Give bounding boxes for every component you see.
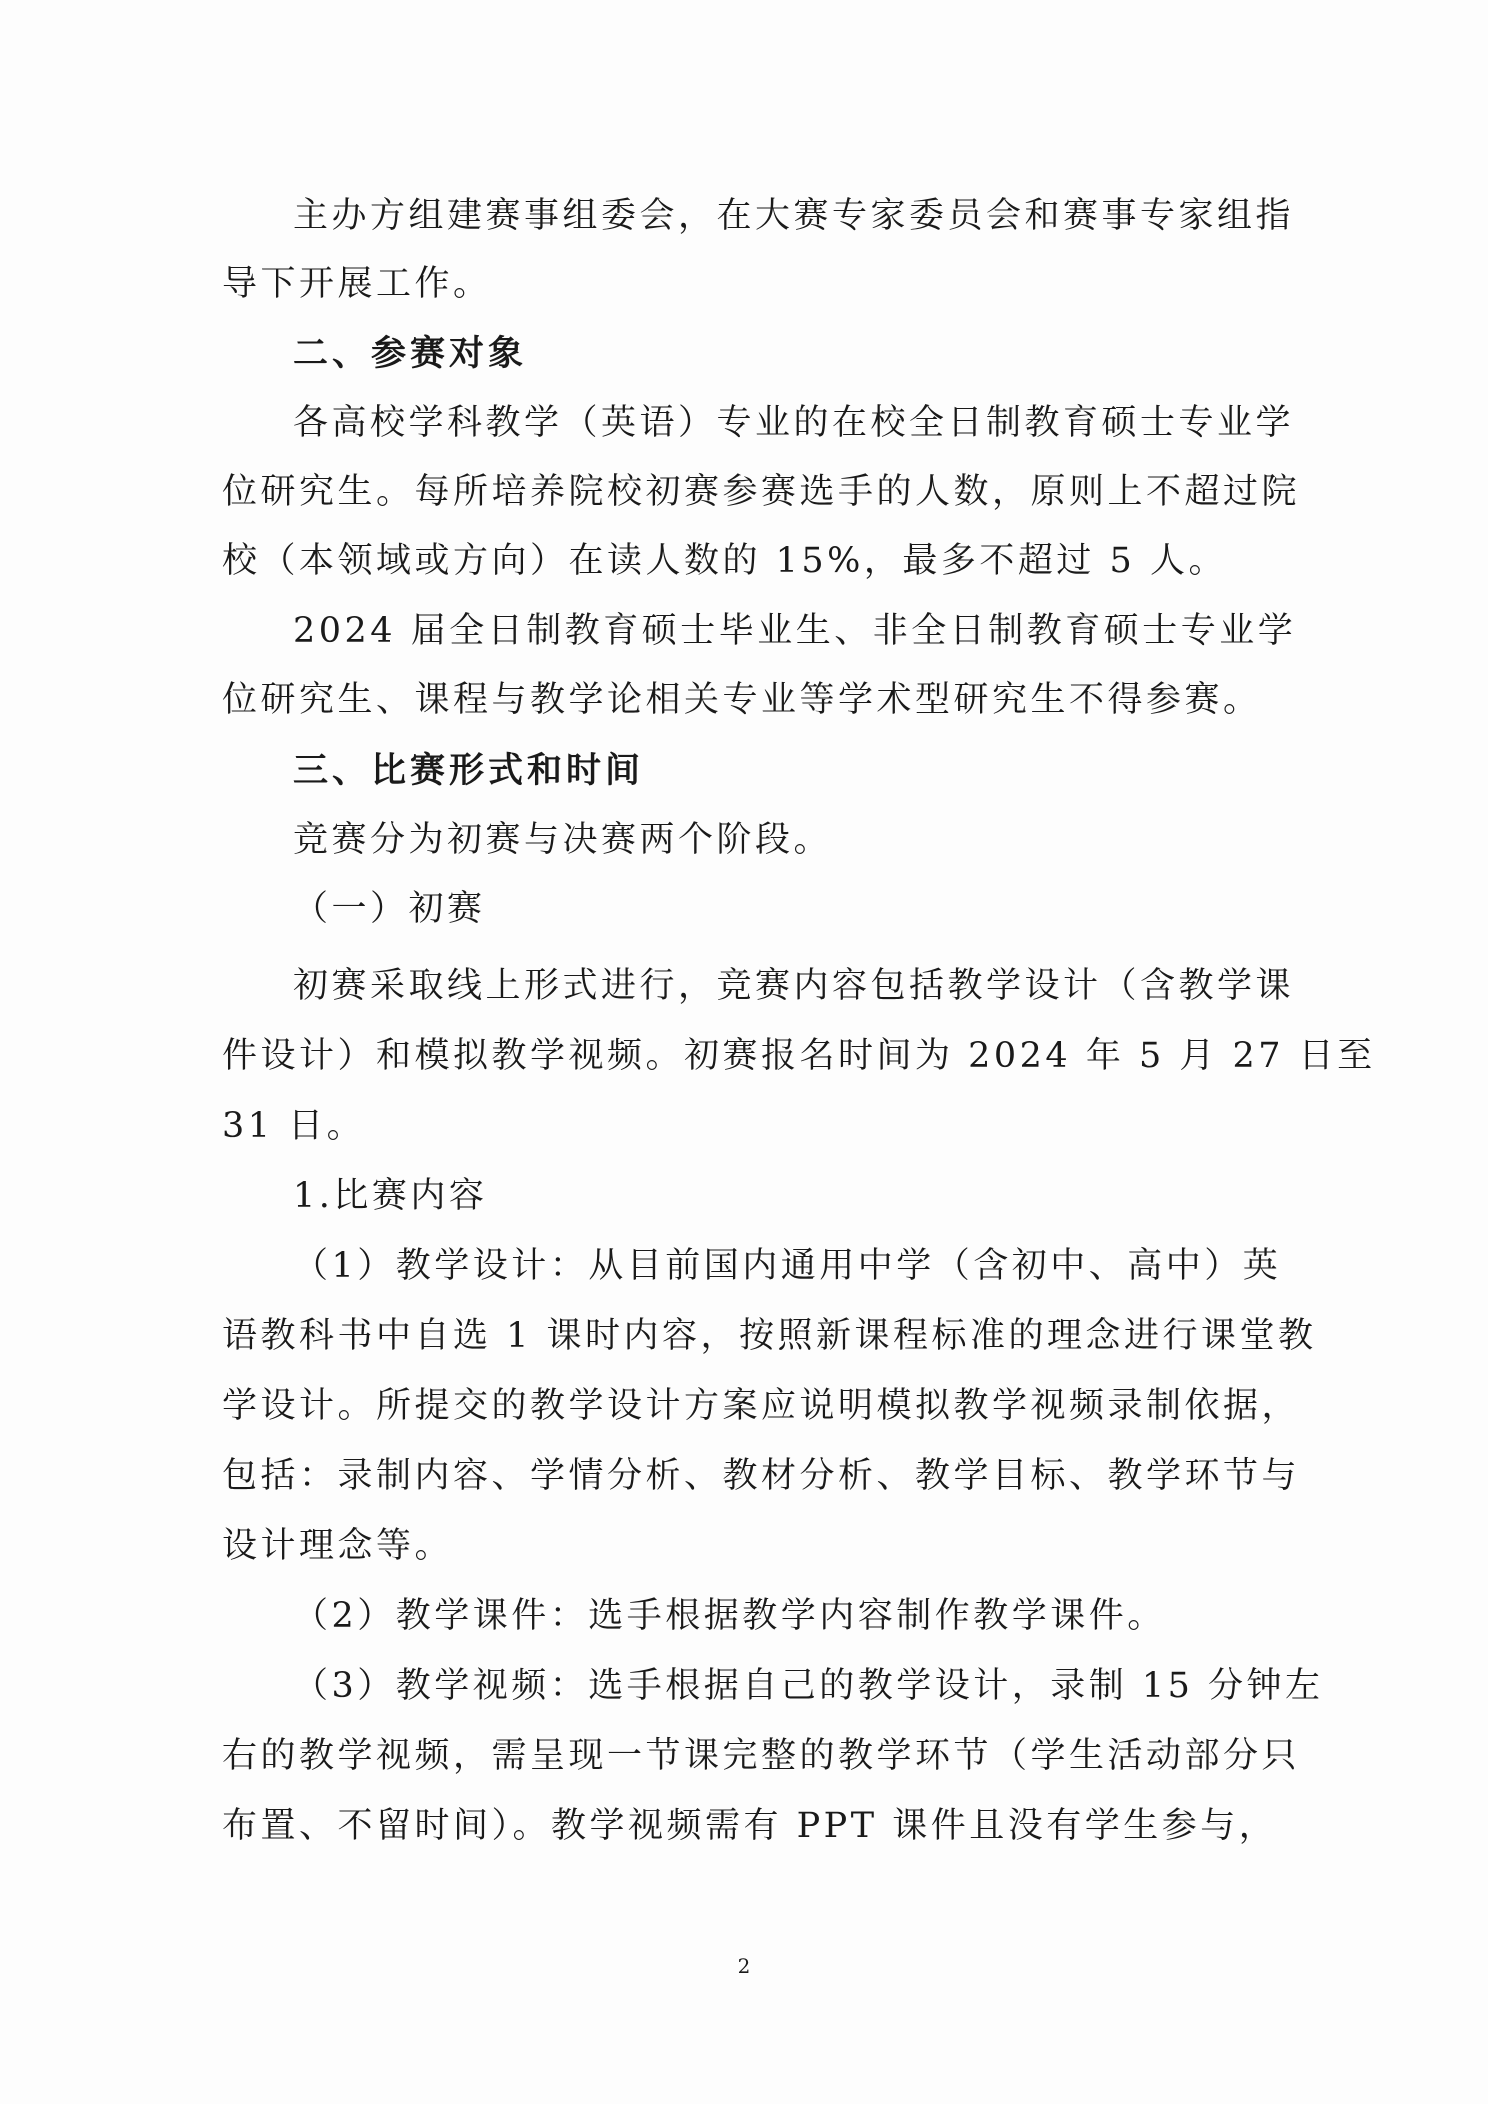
subsection-heading: （一）初赛 <box>293 889 486 929</box>
body-text-line: 右的教学视频，需呈现一节课完整的教学环节（学生活动部分只 <box>222 1736 1301 1776</box>
body-text-line: （2）教学课件：选手根据教学内容制作教学课件。 <box>293 1596 1166 1636</box>
body-text-line: 校（本领域或方向）在读人数的 15%，最多不超过 5 人。 <box>222 541 1227 581</box>
body-text-line: 31 日。 <box>222 1106 366 1146</box>
body-text-line: 语教科书中自选 1 课时内容，按照新课程标准的理念进行课堂教 <box>222 1316 1317 1356</box>
body-text-line: （1）教学设计：从目前国内通用中学（含初中、高中）英 <box>293 1246 1282 1286</box>
body-text-line: 布置、不留时间）。教学视频需有 PPT 课件且没有学生参与， <box>222 1806 1278 1846</box>
body-text-line: 包括：录制内容、学情分析、教材分析、教学目标、教学环节与 <box>222 1456 1301 1496</box>
body-text-line: 初赛采取线上形式进行，竞赛内容包括教学设计（含教学课 <box>293 966 1295 1006</box>
section-heading: 二、参赛对象 <box>293 334 528 374</box>
body-text-line: 2024 届全日制教育硕士毕业生、非全日制教育硕士专业学 <box>293 611 1297 651</box>
body-text-line: 导下开展工作。 <box>222 264 492 304</box>
body-text-line: 主办方组建赛事组委会，在大赛专家委员会和赛事专家组指 <box>293 196 1295 236</box>
body-text-line: 各高校学科教学（英语）专业的在校全日制教育硕士专业学 <box>293 403 1295 443</box>
body-text-line: 竞赛分为初赛与决赛两个阶段。 <box>293 820 833 860</box>
body-text-line: （3）教学视频：选手根据自己的教学设计，录制 15 分钟左 <box>293 1666 1324 1706</box>
body-text-line: 设计理念等。 <box>222 1526 454 1566</box>
subsection-heading: 1.比赛内容 <box>293 1176 488 1216</box>
body-text-line: 件设计）和模拟教学视频。初赛报名时间为 2024 年 5 月 27 日至 <box>222 1036 1376 1076</box>
page-number: 2 <box>737 1954 751 1978</box>
body-text-line: 位研究生、课程与教学论相关专业等学术型研究生不得参赛。 <box>222 680 1262 720</box>
section-heading: 三、比赛形式和时间 <box>293 751 645 791</box>
body-text-line: 位研究生。每所培养院校初赛参赛选手的人数，原则上不超过院 <box>222 472 1301 512</box>
body-text-line: 学设计。所提交的教学设计方案应说明模拟教学视频录制依据， <box>222 1386 1301 1426</box>
